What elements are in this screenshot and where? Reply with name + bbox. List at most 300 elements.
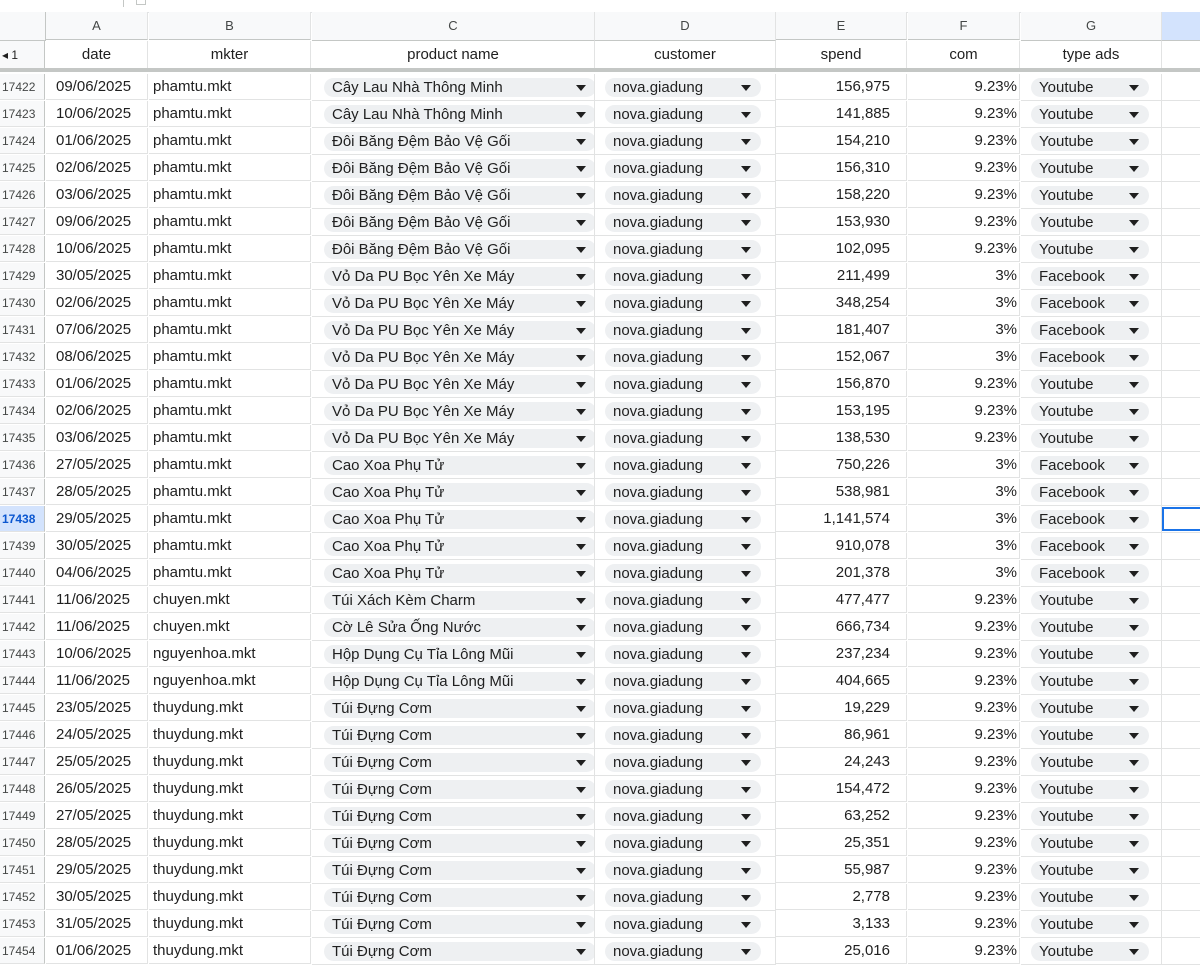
product-dropdown-chip[interactable] — [324, 942, 595, 961]
dropdown-arrow-icon[interactable] — [741, 760, 751, 766]
select-all-corner[interactable] — [0, 12, 46, 41]
type-ads-cell[interactable] — [1021, 371, 1162, 398]
dropdown-arrow-icon[interactable] — [1129, 166, 1139, 172]
mkter-cell[interactable]: thuydung.mkt — [149, 830, 311, 856]
com-cell[interactable]: 9.23% — [908, 695, 1020, 721]
date-cell[interactable]: 09/06/2025 — [46, 209, 148, 235]
customer-cell[interactable] — [595, 479, 776, 506]
dropdown-arrow-icon[interactable] — [576, 193, 586, 199]
type-ads-cell[interactable] — [1021, 155, 1162, 182]
row-number[interactable]: 17432 — [0, 344, 45, 370]
type-ads-cell[interactable] — [1021, 74, 1162, 101]
product-dropdown-chip[interactable] — [324, 699, 595, 718]
product-cell[interactable] — [312, 290, 595, 317]
product-dropdown-chip[interactable] — [324, 753, 595, 772]
type-ads-dropdown-chip[interactable] — [1031, 861, 1149, 880]
empty-cell[interactable] — [1162, 938, 1200, 965]
customer-dropdown-chip[interactable] — [605, 132, 761, 151]
dropdown-arrow-icon[interactable] — [576, 436, 586, 442]
product-dropdown-chip[interactable] — [324, 483, 595, 502]
customer-dropdown-chip[interactable] — [605, 429, 761, 448]
date-cell[interactable]: 29/05/2025 — [46, 506, 148, 532]
dropdown-arrow-icon[interactable] — [1129, 814, 1139, 820]
dropdown-arrow-icon[interactable] — [576, 733, 586, 739]
product-cell[interactable] — [312, 533, 595, 560]
com-cell[interactable]: 9.23% — [908, 884, 1020, 910]
customer-dropdown-chip[interactable] — [605, 888, 761, 907]
type-ads-cell[interactable] — [1021, 695, 1162, 722]
date-cell[interactable]: 08/06/2025 — [46, 344, 148, 370]
dropdown-arrow-icon[interactable] — [1129, 949, 1139, 955]
type-ads-cell[interactable] — [1021, 884, 1162, 911]
mkter-cell[interactable]: nguyenhoa.mkt — [149, 668, 311, 694]
empty-cell[interactable] — [1162, 614, 1200, 641]
spend-cell[interactable]: 86,961 — [776, 722, 907, 748]
empty-cell[interactable] — [1162, 911, 1200, 938]
product-dropdown-chip[interactable] — [324, 591, 595, 610]
empty-cell[interactable] — [1162, 290, 1200, 317]
com-cell[interactable]: 9.23% — [908, 587, 1020, 613]
row-number[interactable]: 17437 — [0, 479, 45, 505]
dropdown-arrow-icon[interactable] — [1129, 355, 1139, 361]
type-ads-cell[interactable] — [1021, 101, 1162, 128]
type-ads-dropdown-chip[interactable] — [1031, 294, 1149, 313]
type-ads-cell[interactable] — [1021, 641, 1162, 668]
type-ads-cell[interactable] — [1021, 857, 1162, 884]
customer-cell[interactable] — [595, 344, 776, 371]
dropdown-arrow-icon[interactable] — [1129, 760, 1139, 766]
customer-dropdown-chip[interactable] — [605, 78, 761, 97]
type-ads-cell[interactable] — [1021, 182, 1162, 209]
dropdown-arrow-icon[interactable] — [1129, 841, 1139, 847]
spend-cell[interactable]: 156,310 — [776, 155, 907, 181]
dropdown-arrow-icon[interactable] — [1129, 382, 1139, 388]
customer-cell[interactable] — [595, 290, 776, 317]
com-cell[interactable]: 9.23% — [908, 398, 1020, 424]
active-cell-cursor[interactable] — [1162, 507, 1200, 531]
spend-cell[interactable]: 154,472 — [776, 776, 907, 802]
product-cell[interactable] — [312, 344, 595, 371]
date-cell[interactable]: 10/06/2025 — [46, 641, 148, 667]
date-cell[interactable]: 01/06/2025 — [46, 938, 148, 964]
type-ads-dropdown-chip[interactable] — [1031, 186, 1149, 205]
product-dropdown-chip[interactable] — [324, 780, 595, 799]
type-ads-dropdown-chip[interactable] — [1031, 429, 1149, 448]
empty-cell[interactable] — [1162, 398, 1200, 425]
row-number[interactable]: 17451 — [0, 857, 45, 883]
com-cell[interactable]: 9.23% — [908, 749, 1020, 775]
empty-cell[interactable] — [1162, 479, 1200, 506]
date-cell[interactable]: 28/05/2025 — [46, 830, 148, 856]
customer-dropdown-chip[interactable] — [605, 618, 761, 637]
dropdown-arrow-icon[interactable] — [741, 598, 751, 604]
type-ads-dropdown-chip[interactable] — [1031, 213, 1149, 232]
customer-cell[interactable] — [595, 722, 776, 749]
dropdown-arrow-icon[interactable] — [576, 328, 586, 334]
type-ads-cell[interactable] — [1021, 128, 1162, 155]
type-ads-dropdown-chip[interactable] — [1031, 402, 1149, 421]
dropdown-arrow-icon[interactable] — [741, 85, 751, 91]
type-ads-dropdown-chip[interactable] — [1031, 888, 1149, 907]
product-dropdown-chip[interactable] — [324, 618, 595, 637]
dropdown-arrow-icon[interactable] — [576, 571, 586, 577]
customer-dropdown-chip[interactable] — [605, 537, 761, 556]
date-cell[interactable]: 30/05/2025 — [46, 263, 148, 289]
spend-cell[interactable]: 348,254 — [776, 290, 907, 316]
dropdown-arrow-icon[interactable] — [741, 814, 751, 820]
product-dropdown-chip[interactable] — [324, 456, 595, 475]
mkter-cell[interactable]: phamtu.mkt — [149, 506, 311, 532]
dropdown-arrow-icon[interactable] — [741, 517, 751, 523]
dropdown-arrow-icon[interactable] — [1129, 463, 1139, 469]
empty-cell[interactable] — [1162, 128, 1200, 155]
customer-dropdown-chip[interactable] — [605, 321, 761, 340]
type-ads-dropdown-chip[interactable] — [1031, 348, 1149, 367]
dropdown-arrow-icon[interactable] — [741, 328, 751, 334]
dropdown-arrow-icon[interactable] — [1129, 247, 1139, 253]
spend-cell[interactable]: 201,378 — [776, 560, 907, 586]
dropdown-arrow-icon[interactable] — [1129, 679, 1139, 685]
mkter-cell[interactable]: phamtu.mkt — [149, 236, 311, 262]
empty-cell[interactable] — [1162, 641, 1200, 668]
spend-cell[interactable]: 141,885 — [776, 101, 907, 127]
empty-cell[interactable] — [1162, 263, 1200, 290]
dropdown-arrow-icon[interactable] — [741, 112, 751, 118]
date-cell[interactable]: 04/06/2025 — [46, 560, 148, 586]
mkter-cell[interactable]: phamtu.mkt — [149, 533, 311, 559]
com-cell[interactable]: 9.23% — [908, 803, 1020, 829]
com-cell[interactable]: 3% — [908, 479, 1020, 505]
product-cell[interactable] — [312, 209, 595, 236]
product-dropdown-chip[interactable] — [324, 321, 595, 340]
type-ads-dropdown-chip[interactable] — [1031, 564, 1149, 583]
product-dropdown-chip[interactable] — [324, 888, 595, 907]
product-dropdown-chip[interactable] — [324, 132, 595, 151]
dropdown-arrow-icon[interactable] — [576, 247, 586, 253]
spend-cell[interactable]: 666,734 — [776, 614, 907, 640]
row-number[interactable]: 17430 — [0, 290, 45, 316]
product-cell[interactable] — [312, 722, 595, 749]
product-cell[interactable] — [312, 641, 595, 668]
com-cell[interactable]: 3% — [908, 452, 1020, 478]
customer-dropdown-chip[interactable] — [605, 699, 761, 718]
customer-cell[interactable] — [595, 803, 776, 830]
customer-cell[interactable] — [595, 776, 776, 803]
type-ads-cell[interactable] — [1021, 479, 1162, 506]
type-ads-dropdown-chip[interactable] — [1031, 807, 1149, 826]
com-cell[interactable]: 3% — [908, 533, 1020, 559]
product-cell[interactable] — [312, 938, 595, 965]
product-dropdown-chip[interactable] — [324, 861, 595, 880]
row-number[interactable]: 17428 — [0, 236, 45, 262]
column-header-d[interactable]: D — [595, 12, 776, 41]
type-ads-cell[interactable] — [1021, 749, 1162, 776]
customer-cell[interactable] — [595, 641, 776, 668]
mkter-cell[interactable]: phamtu.mkt — [149, 101, 311, 127]
type-ads-cell[interactable] — [1021, 560, 1162, 587]
product-cell[interactable] — [312, 236, 595, 263]
type-ads-dropdown-chip[interactable] — [1031, 321, 1149, 340]
type-ads-cell[interactable] — [1021, 722, 1162, 749]
customer-dropdown-chip[interactable] — [605, 753, 761, 772]
customer-cell[interactable] — [595, 236, 776, 263]
mkter-cell[interactable]: nguyenhoa.mkt — [149, 641, 311, 667]
row-number[interactable]: 17448 — [0, 776, 45, 802]
customer-cell[interactable] — [595, 317, 776, 344]
product-dropdown-chip[interactable] — [324, 537, 595, 556]
com-cell[interactable]: 9.23% — [908, 668, 1020, 694]
dropdown-arrow-icon[interactable] — [1129, 301, 1139, 307]
dropdown-arrow-icon[interactable] — [1129, 922, 1139, 928]
dropdown-arrow-icon[interactable] — [741, 193, 751, 199]
product-cell[interactable] — [312, 182, 595, 209]
freeze-divider[interactable] — [0, 68, 1200, 72]
customer-cell[interactable] — [595, 128, 776, 155]
empty-cell[interactable] — [1162, 587, 1200, 614]
dropdown-arrow-icon[interactable] — [1129, 139, 1139, 145]
customer-dropdown-chip[interactable] — [605, 564, 761, 583]
com-cell[interactable]: 9.23% — [908, 425, 1020, 451]
customer-cell[interactable] — [595, 101, 776, 128]
dropdown-arrow-icon[interactable] — [741, 247, 751, 253]
customer-cell[interactable] — [595, 668, 776, 695]
customer-cell[interactable] — [595, 884, 776, 911]
mkter-cell[interactable]: thuydung.mkt — [149, 776, 311, 802]
customer-dropdown-chip[interactable] — [605, 915, 761, 934]
dropdown-arrow-icon[interactable] — [741, 895, 751, 901]
dropdown-arrow-icon[interactable] — [576, 301, 586, 307]
type-ads-dropdown-chip[interactable] — [1031, 159, 1149, 178]
com-cell[interactable]: 9.23% — [908, 101, 1020, 127]
empty-cell[interactable] — [1162, 452, 1200, 479]
empty-cell[interactable] — [1162, 803, 1200, 830]
dropdown-arrow-icon[interactable] — [741, 841, 751, 847]
product-cell[interactable] — [312, 803, 595, 830]
type-ads-dropdown-chip[interactable] — [1031, 591, 1149, 610]
product-dropdown-chip[interactable] — [324, 348, 595, 367]
com-cell[interactable]: 9.23% — [908, 857, 1020, 883]
dropdown-arrow-icon[interactable] — [576, 598, 586, 604]
customer-dropdown-chip[interactable] — [605, 240, 761, 259]
type-ads-cell[interactable] — [1021, 668, 1162, 695]
com-cell[interactable]: 3% — [908, 506, 1020, 532]
product-cell[interactable] — [312, 587, 595, 614]
spend-cell[interactable]: 156,975 — [776, 74, 907, 100]
empty-cell[interactable] — [1162, 425, 1200, 452]
header-com[interactable]: com — [908, 41, 1020, 69]
customer-dropdown-chip[interactable] — [605, 348, 761, 367]
date-cell[interactable]: 11/06/2025 — [46, 587, 148, 613]
dropdown-arrow-icon[interactable] — [576, 895, 586, 901]
type-ads-cell[interactable] — [1021, 290, 1162, 317]
dropdown-arrow-icon[interactable] — [576, 760, 586, 766]
dropdown-arrow-icon[interactable] — [741, 166, 751, 172]
customer-dropdown-chip[interactable] — [605, 483, 761, 502]
column-header-f[interactable]: F — [908, 12, 1020, 40]
date-cell[interactable]: 25/05/2025 — [46, 749, 148, 775]
type-ads-dropdown-chip[interactable] — [1031, 645, 1149, 664]
row-number[interactable]: 17426 — [0, 182, 45, 208]
date-cell[interactable]: 23/05/2025 — [46, 695, 148, 721]
empty-cell[interactable] — [1162, 533, 1200, 560]
empty-cell[interactable] — [1162, 236, 1200, 263]
spend-cell[interactable]: 152,067 — [776, 344, 907, 370]
type-ads-dropdown-chip[interactable] — [1031, 483, 1149, 502]
row-number[interactable]: 17424 — [0, 128, 45, 154]
customer-cell[interactable] — [595, 830, 776, 857]
spend-cell[interactable]: 538,981 — [776, 479, 907, 505]
spend-cell[interactable]: 158,220 — [776, 182, 907, 208]
spend-cell[interactable]: 404,665 — [776, 668, 907, 694]
customer-cell[interactable] — [595, 749, 776, 776]
product-cell[interactable] — [312, 830, 595, 857]
mkter-cell[interactable]: thuydung.mkt — [149, 803, 311, 829]
customer-cell[interactable] — [595, 74, 776, 101]
row-number[interactable]: 17447 — [0, 749, 45, 775]
mkter-cell[interactable]: phamtu.mkt — [149, 182, 311, 208]
type-ads-dropdown-chip[interactable] — [1031, 942, 1149, 961]
type-ads-dropdown-chip[interactable] — [1031, 105, 1149, 124]
product-dropdown-chip[interactable] — [324, 429, 595, 448]
row-number[interactable]: 17445 — [0, 695, 45, 721]
empty-cell[interactable] — [1162, 344, 1200, 371]
row-number[interactable]: 17427 — [0, 209, 45, 235]
header-type-ads[interactable]: type ads — [1021, 41, 1162, 70]
product-dropdown-chip[interactable] — [324, 564, 595, 583]
customer-dropdown-chip[interactable] — [605, 213, 761, 232]
com-cell[interactable]: 3% — [908, 317, 1020, 343]
product-dropdown-chip[interactable] — [324, 672, 595, 691]
com-cell[interactable]: 9.23% — [908, 128, 1020, 154]
empty-cell[interactable] — [1162, 41, 1200, 70]
row-number[interactable]: 17442 — [0, 614, 45, 640]
date-cell[interactable]: 10/06/2025 — [46, 236, 148, 262]
row-number[interactable]: 17423 — [0, 101, 45, 127]
type-ads-dropdown-chip[interactable] — [1031, 753, 1149, 772]
spend-cell[interactable]: 750,226 — [776, 452, 907, 478]
customer-cell[interactable] — [595, 155, 776, 182]
mkter-cell[interactable]: phamtu.mkt — [149, 398, 311, 424]
com-cell[interactable]: 3% — [908, 560, 1020, 586]
product-cell[interactable] — [312, 263, 595, 290]
product-cell[interactable] — [312, 101, 595, 128]
dropdown-arrow-icon[interactable] — [1129, 571, 1139, 577]
product-cell[interactable] — [312, 884, 595, 911]
spend-cell[interactable]: 153,195 — [776, 398, 907, 424]
mkter-cell[interactable]: thuydung.mkt — [149, 938, 311, 964]
date-cell[interactable]: 26/05/2025 — [46, 776, 148, 802]
product-cell[interactable] — [312, 128, 595, 155]
dropdown-arrow-icon[interactable] — [741, 409, 751, 415]
dropdown-arrow-icon[interactable] — [576, 868, 586, 874]
date-cell[interactable]: 29/05/2025 — [46, 857, 148, 883]
customer-dropdown-chip[interactable] — [605, 105, 761, 124]
row-number[interactable]: 17434 — [0, 398, 45, 424]
type-ads-cell[interactable] — [1021, 209, 1162, 236]
mkter-cell[interactable]: thuydung.mkt — [149, 695, 311, 721]
mkter-cell[interactable]: phamtu.mkt — [149, 317, 311, 343]
com-cell[interactable]: 9.23% — [908, 938, 1020, 964]
dropdown-arrow-icon[interactable] — [1129, 733, 1139, 739]
date-cell[interactable]: 02/06/2025 — [46, 290, 148, 316]
date-cell[interactable]: 11/06/2025 — [46, 668, 148, 694]
type-ads-dropdown-chip[interactable] — [1031, 510, 1149, 529]
type-ads-dropdown-chip[interactable] — [1031, 456, 1149, 475]
customer-cell[interactable] — [595, 452, 776, 479]
row-number[interactable]: 17453 — [0, 911, 45, 937]
spend-cell[interactable]: 154,210 — [776, 128, 907, 154]
product-dropdown-chip[interactable] — [324, 240, 595, 259]
dropdown-arrow-icon[interactable] — [1129, 409, 1139, 415]
dropdown-arrow-icon[interactable] — [741, 490, 751, 496]
spend-cell[interactable]: 102,095 — [776, 236, 907, 262]
mkter-cell[interactable]: chuyen.mkt — [149, 614, 311, 640]
row-number[interactable]: 17422 — [0, 74, 45, 100]
row-number[interactable]: 17438 — [0, 506, 45, 532]
empty-cell[interactable] — [1162, 722, 1200, 749]
date-cell[interactable]: 31/05/2025 — [46, 911, 148, 937]
com-cell[interactable]: 9.23% — [908, 614, 1020, 640]
dropdown-arrow-icon[interactable] — [576, 355, 586, 361]
column-header-e[interactable]: E — [776, 12, 907, 40]
spend-cell[interactable]: 211,499 — [776, 263, 907, 289]
product-cell[interactable] — [312, 695, 595, 722]
product-dropdown-chip[interactable] — [324, 294, 595, 313]
product-dropdown-chip[interactable] — [324, 186, 595, 205]
spend-cell[interactable]: 19,229 — [776, 695, 907, 721]
com-cell[interactable]: 9.23% — [908, 182, 1020, 208]
row-number[interactable]: 17431 — [0, 317, 45, 343]
date-cell[interactable]: 03/06/2025 — [46, 425, 148, 451]
customer-cell[interactable] — [595, 506, 776, 533]
customer-dropdown-chip[interactable] — [605, 510, 761, 529]
dropdown-arrow-icon[interactable] — [1129, 868, 1139, 874]
row-number[interactable]: 17443 — [0, 641, 45, 667]
customer-cell[interactable] — [595, 263, 776, 290]
empty-cell[interactable] — [1162, 371, 1200, 398]
product-dropdown-chip[interactable] — [324, 807, 595, 826]
com-cell[interactable]: 9.23% — [908, 830, 1020, 856]
dropdown-arrow-icon[interactable] — [1129, 436, 1139, 442]
dropdown-arrow-icon[interactable] — [576, 166, 586, 172]
row-number[interactable]: 17435 — [0, 425, 45, 451]
product-dropdown-chip[interactable] — [324, 726, 595, 745]
empty-cell[interactable] — [1162, 668, 1200, 695]
row-number[interactable]: 17436 — [0, 452, 45, 478]
com-cell[interactable]: 9.23% — [908, 776, 1020, 802]
mkter-cell[interactable]: thuydung.mkt — [149, 857, 311, 883]
customer-cell[interactable] — [595, 560, 776, 587]
dropdown-arrow-icon[interactable] — [1129, 625, 1139, 631]
spend-cell[interactable]: 153,930 — [776, 209, 907, 235]
date-cell[interactable]: 02/06/2025 — [46, 155, 148, 181]
date-cell[interactable]: 01/06/2025 — [46, 371, 148, 397]
mkter-cell[interactable]: phamtu.mkt — [149, 344, 311, 370]
empty-cell[interactable] — [1162, 776, 1200, 803]
dropdown-arrow-icon[interactable] — [1129, 544, 1139, 550]
dropdown-arrow-icon[interactable] — [741, 355, 751, 361]
customer-dropdown-chip[interactable] — [605, 861, 761, 880]
header-spend[interactable]: spend — [776, 41, 907, 69]
dropdown-arrow-icon[interactable] — [576, 544, 586, 550]
type-ads-cell[interactable] — [1021, 236, 1162, 263]
customer-dropdown-chip[interactable] — [605, 267, 761, 286]
type-ads-cell[interactable] — [1021, 830, 1162, 857]
header-customer[interactable]: customer — [595, 41, 776, 70]
product-cell[interactable] — [312, 749, 595, 776]
dropdown-arrow-icon[interactable] — [741, 382, 751, 388]
mkter-cell[interactable]: chuyen.mkt — [149, 587, 311, 613]
